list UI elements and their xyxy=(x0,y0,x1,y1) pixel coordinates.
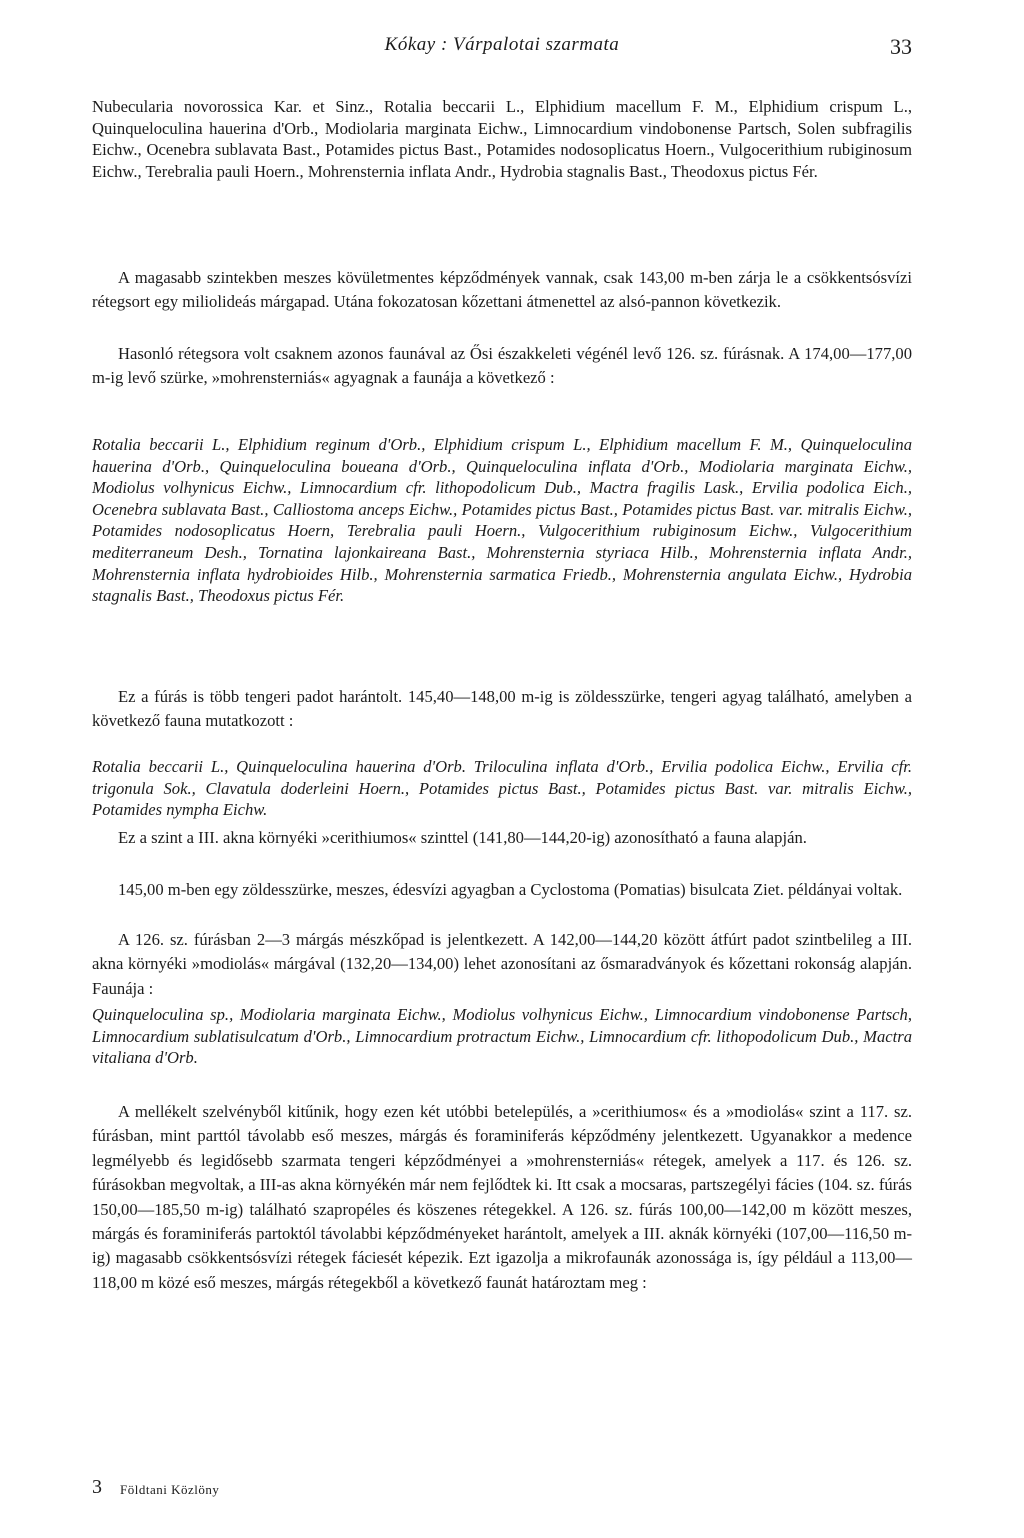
page-number: 33 xyxy=(890,34,912,59)
journal-name: Földtani Közlöny xyxy=(120,1482,220,1497)
paragraph-section-discussion: A mellékelt szelvényből kitűnik, hogy ezen két utóbbi betelepülés, a »cerithiumos« és a »modiolás« szint a 117. sz. fúrásban, mint parttól távolabb eső meszes, márgás és foraminiferás képződmény jelentkezett. Ugyanakkor a medence legmélyebb és legidősebb szarmata tengeri képződményei a »mohrensterniás« rétegek, amelyek a 117. és 126. sz. fúrásokban megvoltak, a III-as akna környékén már nem fejlődtek ki. Itt csak a mocsaras, partszegélyi fácies (104. sz. fúrás 150,00—185,50 m-ig) található szapropéles és köszenes rétegekkel. A 126. sz. fúrás 100,00—142,00 m között meszes, márgás és foraminiferás partoktól távolabbi képződményeket harántolt, amelyek a III. aknák környéki (107,00—116,50 m-ig) magasabb csökkentsósvízi rétegek fáciesét képezik. Ezt igazolja a mikrofaunák azonossága is, így például a 113,00—118,00 m közé eső meszes, márgás rétegekből a következő faunát határoztam meg : xyxy=(92,1102,912,1292)
fauna-list-2: Rotalia beccarii L., Elphidium reginum d'Orb., Elphidium crispum L., Elphidium macellum F. M., Quinqueloculina hauerina d'Orb., Quinqueloculina boueana d'Orb., Quinqueloculina inflata d'Orb., Modiolaria marginata Eichw., Modiolus volhynicus Eichw., Limnocardium cfr. lithopodolicum Dub., Mactra fragilis Lask., Ervilia podolica Eich., Ocenebra sublavata Bast., Calliostoma anceps Eichw., Potamides pictus Bast., Potamides pictus Bast. var. mitralis Eichw., Potamides nodosoplicatus Hoern, Terebralia pauli Hoern., Vulgocerithium rubiginosum Eichw., Vulgocerithium mediterraneum Desh., Tornatina lajonkaireana Bast., Mohrensternia styriaca Hilb., Mohrensternia inflata Andr., Mohrensternia inflata hydrobioides Hilb., Mohrensternia sarmatica Friedb., Mohrensternia angulata Eichw., Hydrobia stagnalis Bast., Theodoxus pictus Fér. xyxy=(92,435,912,606)
signature-number: 3 xyxy=(92,1476,102,1498)
fauna-list-1: Nubecularia novorossica Kar. et Sinz., Rotalia beccarii L., Elphidium macellum F. M., Elphidium crispum L., Quinqueloculina hauerina d'Orb., Modiolaria marginata Eichw., Limnocardium vindobonense Partsch, Solen subfragilis Eichw., Ocenebra sublavata Bast., Potamides pictus Bast., Potamides nodosoplicatus Hoern., Vulgocerithium rubiginosum Eichw., Terebralia pauli Hoern., Mohrensternia inflata Andr., Hydrobia stagnalis Bast., Theodoxus pictus Fér. xyxy=(92,97,912,181)
paragraph-borehole-126: Hasonló rétegsora volt csaknem azonos faunával az Ősi északkeleti végénél levő 126. sz. fúrásnak. A 174,00—177,00 m-ig levő szürke, »mohrensterniás« agyagnak a faunája a következő : xyxy=(92,344,912,388)
fauna-list-4: Quinqueloculina sp., Modiolaria marginata Eichw., Modiolus volhynicus Eichw., Limnocardium vindobonense Partsch, Limnocardium sublatisulcatum d'Orb., Limnocardium protractum Eichw., Limnocardium cfr. lithopodolicum Dub., Mactra vitaliana d'Orb. xyxy=(92,1005,912,1068)
page-footer xyxy=(92,1476,492,1500)
running-header xyxy=(92,34,912,60)
paragraph-upper-levels: A magasabb szintekben meszes kövületmentes képződmények vannak, csak 143,00 m-ben zárja le a csökkentsósvízi rétegsort egy miliolideás márgapad. Utána fokozatosan kőzettani átmenettel az alsó-pannon következik. xyxy=(92,268,912,312)
paragraph-marl-limestone: A 126. sz. fúrásban 2—3 márgás mészkőpad is jelentkezett. A 142,00—144,20 között átfúrt padot szintbelileg a III. akna környéki »modiolás« márgával (132,20—134,00) lehet azonosítani az ősmaradványok és kőzettani rokonság alapján. Faunája : xyxy=(92,930,912,998)
paragraph-marine-beds: Ez a fúrás is több tengeri padot harántolt. 145,40—148,00 m-ig is zöldesszürke, tengeri agyag található, amelyben a következő fauna mutatkozott : xyxy=(92,687,912,731)
fauna-list-3: Rotalia beccarii L., Quinqueloculina hauerina d'Orb. Triloculina inflata d'Orb., Ervilia podolica Eichw., Ervilia cfr. trigonula Sok., Clavatula doderleini Hoern., Potamides pictus Bast., Potamides pictus Bast. var. mitralis Eichw., Potamides nympha Eichw. xyxy=(92,757,912,820)
paragraph-cerithium-level: Ez a szint a III. akna környéki »cerithiumos« szinttel (141,80—144,20-ig) azonosítható a fauna alapján. xyxy=(118,828,807,847)
paragraph-freshwater-clay: 145,00 m-ben egy zöldesszürke, meszes, édesvízi agyagban a Cyclostoma (Pomatias) bisulcata Ziet. példányai voltak. xyxy=(118,880,903,899)
running-title: Kókay : Várpalotai szarmata xyxy=(384,34,620,55)
